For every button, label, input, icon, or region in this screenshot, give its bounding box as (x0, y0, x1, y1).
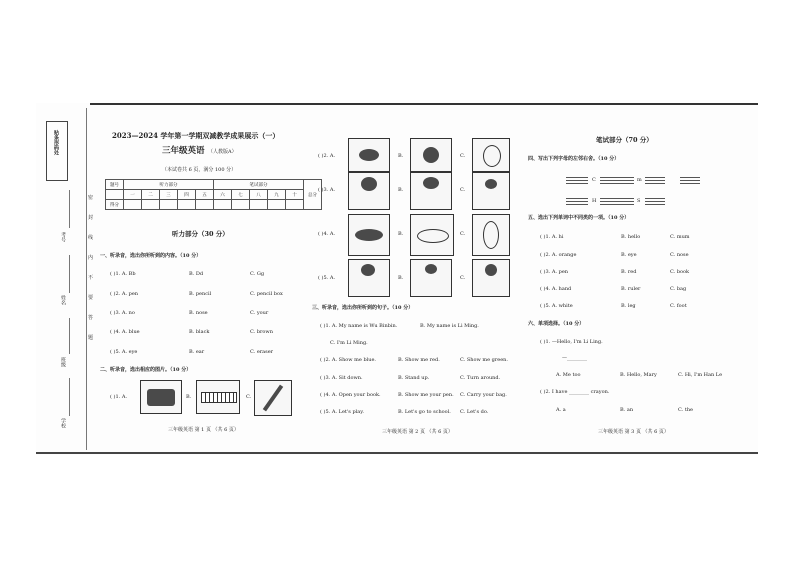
option-c: C. bag (670, 286, 687, 292)
score-table-header: 笔试部分 (214, 180, 304, 190)
face-picture (472, 138, 510, 172)
pencil-box-picture (140, 380, 182, 414)
option-c: C. (246, 394, 252, 400)
question-number: ( )5. A. white (540, 303, 573, 309)
boy-picture (410, 172, 452, 210)
option-b: B. Show me red. (398, 357, 440, 363)
option-c: C. mum (670, 234, 690, 240)
question-number: ( )1. A. (110, 394, 128, 400)
question-number: ( )5. A. Let's play. (320, 409, 364, 415)
option-c: C. foot (670, 303, 687, 309)
question-number: ( )5. A. eye (110, 349, 138, 355)
binding-line (86, 108, 87, 450)
write-lines (645, 196, 665, 206)
barcode-stamp-box (46, 121, 68, 181)
score-table-header: 总分 (304, 180, 322, 210)
question-number: ( )2. A. (318, 153, 336, 159)
question-number: ( )4. A. hand (540, 286, 572, 292)
option-c: C. book (670, 269, 690, 275)
ear-picture (472, 214, 510, 256)
question-number: ( )5. A. (318, 275, 336, 281)
question-number: ( )3. A. Sit down. (320, 375, 363, 381)
dancing-girl-picture (472, 259, 510, 297)
question-number: ( )4. A. blue (110, 329, 140, 335)
question-number: ( )3. A. no (110, 310, 135, 316)
nose-touch-picture (348, 138, 390, 172)
score-table-section: 一 (124, 190, 142, 200)
question-number: ( )2. A. pen (110, 291, 139, 297)
letter-m: m (637, 177, 642, 183)
written-heading: 笔试部分（70 分） (596, 136, 653, 144)
option-b: B. hello (621, 234, 641, 240)
score-table-section: 二 (142, 190, 160, 200)
option-c: C. (460, 275, 466, 281)
option-c: C. Show me green. (460, 357, 508, 363)
section6-heading: 六、单项选择。（10 分） (528, 321, 585, 327)
letter-s: S (637, 198, 641, 204)
option-b: B. Show me your pen. (398, 392, 454, 398)
question-stem: ( )1. —Hello, I'm Li Ling. (540, 339, 603, 345)
score-table-section: 五 (196, 190, 214, 200)
exam-edition: （人教版A） (208, 149, 237, 155)
option-b: B. Let's go to school. (398, 409, 451, 415)
question-number: ( )4. A. Open your book. (320, 392, 381, 398)
question-number: ( )1. A. Bb (110, 271, 136, 277)
page3-footer: 三年级英语 第 3 页 （共 6 页） (598, 429, 669, 435)
write-lines (614, 175, 634, 185)
field-exam-number: 考号 (60, 232, 66, 242)
score-table-header: 听力部分 (124, 180, 214, 190)
option-b: B. ear (189, 349, 205, 355)
option-c: C. Let's do. (460, 409, 489, 415)
answer-blank: —________ (562, 355, 587, 361)
option-c: C. pencil box (250, 291, 283, 297)
option-c: C. (460, 153, 466, 159)
exam-title: 2023—2024 学年第一学期双减教学成果展示（一） (112, 131, 280, 140)
option-c: C. brown (250, 329, 273, 335)
option-a: A. a (556, 407, 566, 413)
field-school-line (69, 378, 70, 416)
field-name: 姓名 (60, 295, 66, 305)
hand-picture (410, 138, 452, 172)
option-c: C. Turn around. (460, 375, 501, 381)
option-a: A. Me too (556, 372, 581, 378)
option-b: B. (398, 187, 404, 193)
question-number: ( )1. A. My name is Wu Binbin. (320, 323, 398, 329)
pen-picture (254, 380, 292, 416)
question-number: ( )2. A. Show me blue. (320, 357, 377, 363)
option-b: B. nose (189, 310, 208, 316)
write-lines (566, 175, 588, 185)
top-rule (90, 103, 758, 105)
score-table-section: 八 (250, 190, 268, 200)
section5-heading: 五、选出下列单词中不同类的一项。（10 分） (528, 215, 630, 221)
ruler-picture (196, 380, 240, 414)
option-c: C. Hi, I'm Han Le (678, 372, 723, 378)
score-table-section: 六 (214, 190, 232, 200)
letter-h: H (592, 198, 597, 204)
option-c: C. nose (670, 252, 689, 258)
girl-picture (348, 172, 390, 210)
section4-heading: 四、写出下列字母的左邻右舍。（10 分） (528, 156, 620, 162)
question-number: ( )3. A. pen (540, 269, 569, 275)
option-b: B. Stand up. (398, 375, 430, 381)
option-c: C. the (678, 407, 694, 413)
field-name-line (69, 255, 70, 293)
question-number: ( )3. A. (318, 187, 336, 193)
option-b: B. pencil (189, 291, 212, 297)
field-class-line (69, 318, 70, 354)
write-lines (614, 196, 634, 206)
option-c: C. Gg (250, 271, 265, 277)
field-class: 班级 (60, 357, 66, 367)
listening-heading: 听力部分（30 分） (172, 230, 229, 238)
exam-note: （本试卷共 6 页，满分 100 分） (162, 167, 237, 173)
option-b: B. (398, 275, 404, 281)
page2-footer: 三年级英语 第 2 页 （共 6 页） (382, 429, 453, 435)
standing-child-picture (410, 259, 452, 297)
question-number: ( )4. A. (318, 231, 336, 237)
question-stem: ( )2. I have ________ crayon. (540, 389, 610, 395)
option-b: B. (398, 231, 404, 237)
question-number: ( )2. A. orange (540, 252, 577, 258)
score-table (105, 179, 322, 210)
option-b: B. (186, 394, 192, 400)
exam-subtitle: 三年级英语 (162, 146, 205, 156)
option-c: C. (460, 187, 466, 193)
option-b: B. leg (621, 303, 636, 309)
score-table-section: 九 (268, 190, 286, 200)
small-child-picture (472, 172, 510, 210)
field-exam-number-line (69, 190, 70, 228)
option-c: C. (460, 231, 466, 237)
score-table-section: 四 (178, 190, 196, 200)
bottom-rule (36, 452, 758, 454)
score-table-header: 题号 (106, 180, 124, 190)
score-table-row-label: 得分 (106, 200, 124, 210)
option-b: B. eye (621, 252, 637, 258)
score-table-section: 七 (232, 190, 250, 200)
option-c: C. your (250, 310, 269, 316)
option-b: B. an (620, 407, 634, 413)
option-b: B. (398, 153, 404, 159)
student-picture (348, 259, 390, 297)
score-table-section: 十 (286, 190, 304, 200)
letter-c: C (592, 177, 596, 183)
write-lines (680, 175, 700, 185)
write-lines (645, 175, 665, 185)
option-b: B. red (621, 269, 637, 275)
option-c: C. I'm Li Ming. (330, 340, 368, 346)
write-lines (566, 196, 588, 206)
option-b: B. Hello, Mary (620, 372, 657, 378)
section2-heading: 二、听录音，选出相应的图片。（10 分） (100, 367, 192, 373)
option-b: B. Dd (189, 271, 204, 277)
field-school: 学校 (60, 418, 66, 428)
option-b: B. ruler (621, 286, 641, 292)
score-table-section: 三 (160, 190, 178, 200)
section3-heading: 三、听录音，选出你所听到的句子。（10 分） (312, 305, 414, 311)
option-b: B. black (189, 329, 210, 335)
section1-heading: 一、听录音，选出你所听到的内容。（10 分） (100, 253, 202, 259)
option-b: B. My name is Li Ming. (420, 323, 479, 329)
mouth-picture (410, 214, 454, 256)
question-number: ( )1. A. hi (540, 234, 564, 240)
eye-picture (348, 214, 390, 256)
option-c: C. Carry your bag. (460, 392, 507, 398)
barcode-stamp-label: 贴条形码处 (53, 130, 59, 155)
page1-footer: 三年级英语 第 1 页 （共 6 页） (168, 427, 239, 433)
option-c: C. eraser (250, 349, 274, 355)
